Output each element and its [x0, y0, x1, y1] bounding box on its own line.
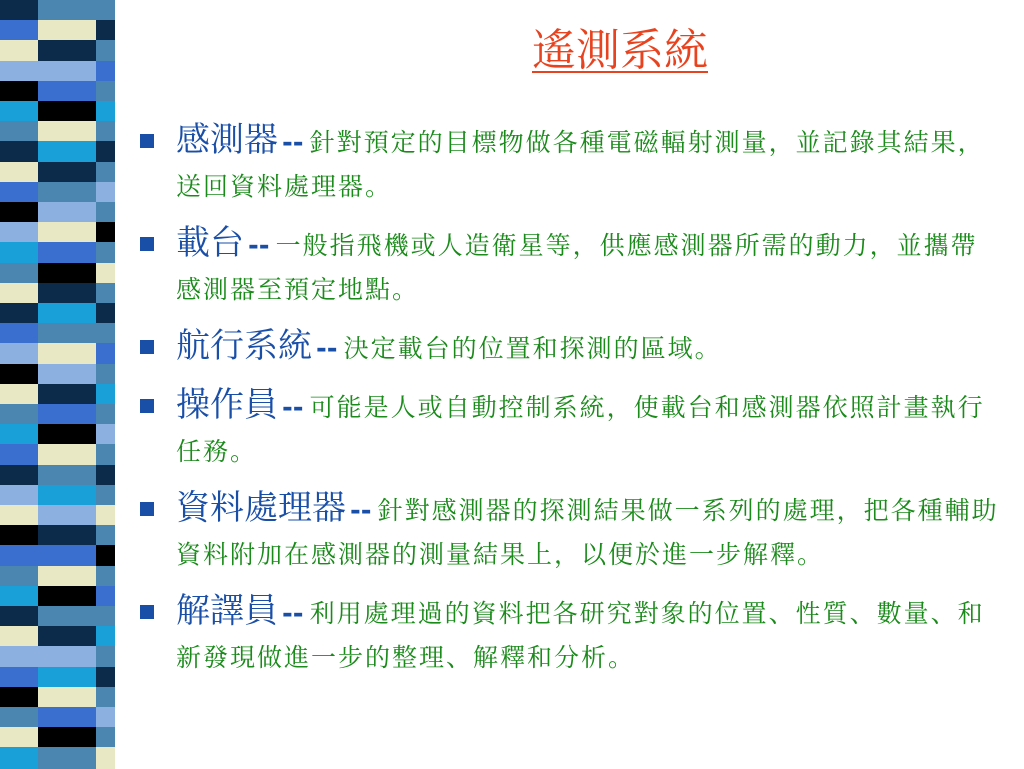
stripe-cell: [38, 141, 96, 162]
stripe-cell: [0, 424, 38, 445]
stripe-cell: [96, 121, 115, 142]
stripe-cell: [96, 444, 115, 465]
stripe-cell: [0, 586, 38, 607]
stripe-cell: [96, 0, 115, 21]
stripe-cell: [0, 141, 38, 162]
bullet-separator: --: [350, 496, 372, 526]
bullet-separator: --: [282, 128, 304, 158]
bullet-term: 解譯員: [176, 591, 278, 631]
stripe-cell: [0, 222, 38, 243]
stripe-cell: [38, 727, 96, 748]
bullet-description: 利用處理過的資料把各研究對象的位置、性質、數量、和新發現做進一步的整理、解釋和分析。: [176, 599, 985, 672]
stripe-cell: [38, 606, 96, 627]
bullet-description: 可能是人或自動控制系統，使載台和感測器依照計畫執行任務。: [176, 393, 985, 466]
stripe-cell: [96, 323, 115, 344]
stripe-cell: [96, 747, 115, 768]
decorative-stripe-bar: [0, 0, 115, 768]
stripe-cell: [0, 364, 38, 385]
stripe-cell: [38, 586, 96, 607]
stripe-cell: [0, 81, 38, 102]
slide-title: 遙測系統: [532, 25, 708, 76]
stripe-cell: [38, 121, 96, 142]
stripe-cell: [0, 525, 38, 546]
stripe-cell: [96, 485, 115, 506]
stripe-cell: [96, 384, 115, 405]
stripe-cell: [96, 61, 115, 82]
stripe-cell: [0, 707, 38, 728]
stripe-cell: [96, 566, 115, 587]
stripe-cell: [96, 505, 115, 526]
stripe-cell: [38, 182, 96, 203]
stripe-cell: [96, 81, 115, 102]
stripe-cell: [0, 202, 38, 223]
stripe-cell: [38, 505, 96, 526]
stripe-cell: [0, 283, 38, 304]
stripe-cell: [0, 646, 38, 667]
stripe-cell: [38, 202, 96, 223]
stripe-cell: [96, 303, 115, 324]
stripe-cell: [38, 687, 96, 708]
square-bullet-icon: [140, 605, 154, 619]
stripe-cell: [0, 545, 38, 566]
stripe-cell: [96, 242, 115, 263]
stripe-cell: [38, 465, 96, 486]
stripe-cell: [38, 242, 96, 263]
stripe-cell: [38, 444, 96, 465]
bullet-item-navigation: [140, 324, 1000, 371]
stripe-cell: [96, 586, 115, 607]
stripe-cell: [96, 20, 115, 41]
bullet-item-platform: [140, 221, 1000, 312]
square-bullet-icon: [140, 237, 154, 251]
bullet-description: 一般指飛機或人造衛星等，供應感測器所需的動力，並攜帶感測器至預定地點。: [176, 231, 978, 304]
bullet-item-sensor: [140, 118, 1000, 209]
stripe-cell: [0, 606, 38, 627]
stripe-cell: [96, 606, 115, 627]
stripe-cell: [96, 626, 115, 647]
stripe-column: [0, 0, 38, 768]
stripe-cell: [96, 222, 115, 243]
stripe-cell: [0, 0, 38, 21]
stripe-cell: [0, 667, 38, 688]
stripe-cell: [38, 485, 96, 506]
bullet-item-operator: [140, 383, 1000, 474]
square-bullet-icon: [140, 399, 154, 413]
stripe-cell: [38, 283, 96, 304]
stripe-cell: [0, 40, 38, 61]
stripe-cell: [96, 525, 115, 546]
bullet-term: 載台: [176, 223, 244, 263]
stripe-cell: [96, 263, 115, 284]
bullet-term: 操作員: [176, 385, 278, 425]
stripe-cell: [0, 61, 38, 82]
stripe-cell: [96, 343, 115, 364]
square-bullet-icon: [140, 134, 154, 148]
stripe-cell: [38, 40, 96, 61]
stripe-cell: [38, 323, 96, 344]
stripe-cell: [0, 303, 38, 324]
bullet-separator: --: [248, 231, 270, 261]
stripe-cell: [38, 747, 96, 768]
stripe-cell: [38, 384, 96, 405]
bullet-list: [140, 118, 1000, 692]
stripe-cell: [38, 646, 96, 667]
stripe-cell: [0, 101, 38, 122]
stripe-cell: [96, 283, 115, 304]
stripe-cell: [0, 323, 38, 344]
stripe-column: [38, 0, 96, 768]
stripe-cell: [0, 384, 38, 405]
stripe-cell: [0, 626, 38, 647]
stripe-cell: [38, 364, 96, 385]
stripe-cell: [96, 707, 115, 728]
stripe-cell: [96, 646, 115, 667]
bullet-separator: --: [282, 393, 304, 423]
bullet-description: 決定載台的位置和探測的區域。: [343, 334, 722, 363]
stripe-cell: [38, 61, 96, 82]
stripe-cell: [0, 505, 38, 526]
bullet-separator: --: [316, 334, 338, 364]
stripe-cell: [38, 424, 96, 445]
stripe-cell: [38, 81, 96, 102]
stripe-cell: [38, 101, 96, 122]
bullet-term: 感測器: [176, 120, 278, 160]
stripe-cell: [96, 202, 115, 223]
stripe-cell: [38, 626, 96, 647]
bullet-item-data-processor: [140, 486, 1000, 577]
stripe-cell: [38, 20, 96, 41]
stripe-cell: [0, 182, 38, 203]
stripe-cell: [0, 747, 38, 768]
stripe-cell: [0, 444, 38, 465]
stripe-cell: [96, 101, 115, 122]
stripe-cell: [96, 162, 115, 183]
stripe-cell: [96, 141, 115, 162]
stripe-cell: [96, 545, 115, 566]
stripe-cell: [96, 182, 115, 203]
stripe-cell: [0, 242, 38, 263]
stripe-cell: [96, 364, 115, 385]
bullet-description: 針對預定的目標物做各種電磁輻射測量，並記錄其結果，送回資料處理器。: [176, 128, 985, 201]
stripe-cell: [0, 485, 38, 506]
bullet-separator: --: [282, 599, 304, 629]
bullet-term: 資料處理器: [176, 488, 346, 528]
stripe-cell: [38, 566, 96, 587]
stripe-cell: [38, 263, 96, 284]
stripe-cell: [96, 465, 115, 486]
square-bullet-icon: [140, 340, 154, 354]
stripe-cell: [0, 263, 38, 284]
stripe-cell: [96, 687, 115, 708]
stripe-column: [96, 0, 115, 768]
stripe-cell: [0, 687, 38, 708]
stripe-cell: [0, 162, 38, 183]
stripe-cell: [38, 222, 96, 243]
stripe-cell: [96, 667, 115, 688]
stripe-cell: [38, 545, 96, 566]
stripe-cell: [0, 121, 38, 142]
stripe-cell: [38, 0, 96, 21]
stripe-cell: [38, 404, 96, 425]
bullet-description: 針對感測器的探測結果做一系列的處理，把各種輔助資料附加在感測器的測量結果上，以便於進一步解釋。: [176, 496, 999, 569]
stripe-cell: [96, 424, 115, 445]
stripe-cell: [38, 525, 96, 546]
bullet-term: 航行系統: [176, 326, 312, 366]
stripe-cell: [0, 727, 38, 748]
bullet-item-interpreter: [140, 589, 1000, 680]
stripe-cell: [0, 20, 38, 41]
stripe-cell: [38, 162, 96, 183]
stripe-cell: [96, 40, 115, 61]
stripe-cell: [0, 566, 38, 587]
stripe-cell: [0, 404, 38, 425]
stripe-cell: [38, 303, 96, 324]
stripe-cell: [0, 343, 38, 364]
stripe-cell: [38, 707, 96, 728]
stripe-cell: [38, 343, 96, 364]
stripe-cell: [38, 667, 96, 688]
stripe-cell: [96, 727, 115, 748]
square-bullet-icon: [140, 502, 154, 516]
stripe-cell: [96, 404, 115, 425]
stripe-cell: [0, 465, 38, 486]
